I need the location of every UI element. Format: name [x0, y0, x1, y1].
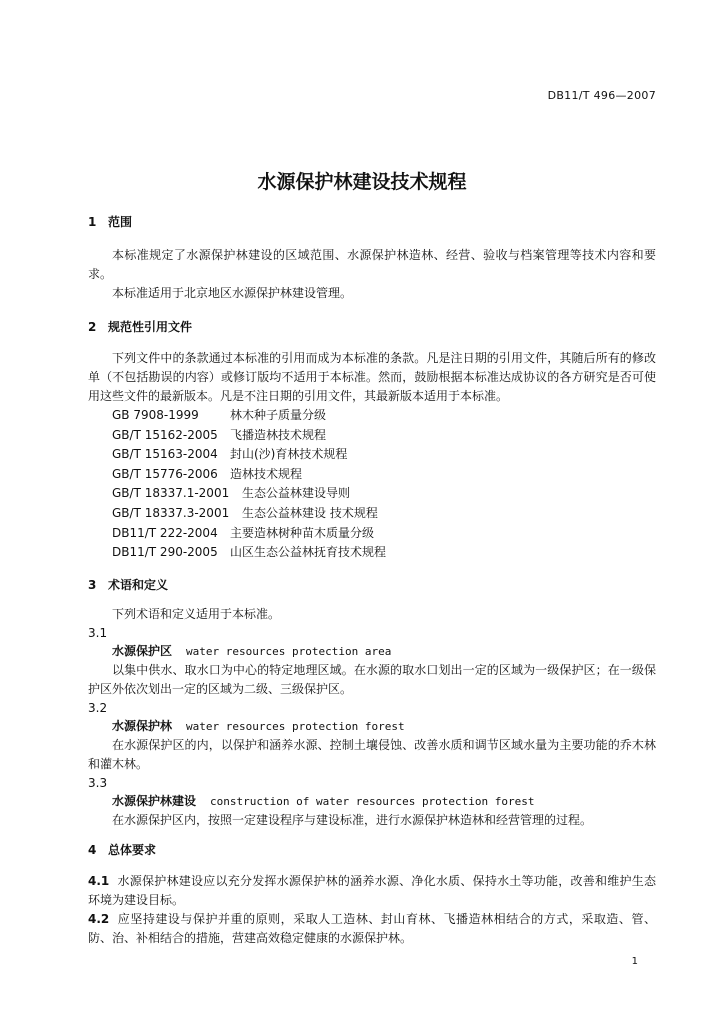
section-title: 术语和定义 — [108, 577, 169, 592]
scope-paragraph-2: 本标准适用于北京地区水源保护林建设管理。 — [112, 286, 353, 300]
term-number: 3.3 — [88, 775, 108, 790]
term-chinese: 水源保护林 — [112, 718, 173, 733]
reference-item — [88, 426, 656, 446]
document-body — [88, 214, 656, 948]
term-entry — [88, 624, 656, 699]
reference-name: 造林技术规程 — [230, 466, 303, 481]
requirement-text: 应坚持建设与保护并重的原则，采取人工造林、封山育林、飞播造林相结合的方式，采取造、管、防、治、补相结合的措施，营建高效稳定健康的水源保护林。 — [88, 911, 656, 945]
reference-name: 生态公益林建设导则 — [242, 486, 351, 501]
reference-code: GB/T 15776-2006 — [112, 466, 218, 481]
document-title: 水源保护林建设技术规程 — [257, 171, 467, 193]
reference-name: 主要造林树种苗木质量分级 — [230, 525, 375, 540]
section-4-heading — [88, 842, 656, 858]
section-title: 范围 — [108, 215, 133, 229]
section-number: 4 — [88, 842, 97, 857]
reference-code: GB/T 18337.1-2001 — [112, 486, 230, 501]
reference-item — [88, 406, 656, 426]
term-definition: 以集中供水、取水口为中心的特定地理区域。在水源的取水口划出一定的区域为一级保护区；在一级保护区外依次划出一定的区域为二级、三级保护区。 — [88, 662, 656, 696]
reference-code: GB/T 18337.3-2001 — [112, 505, 230, 520]
scope-paragraph-1: 本标准规定了水源保护林建设的区域范围、水源保护林造林、经营、验收与档案管理等技术内容和要求。 — [88, 248, 656, 281]
reference-code: GB/T 15162-2005 — [112, 427, 218, 442]
reference-item — [88, 465, 656, 485]
terms-intro: 下列术语和定义适用于本标准。 — [112, 606, 281, 621]
reference-code: GB 7908-1999 — [112, 408, 199, 422]
term-heading — [88, 642, 656, 661]
references-paragraph: 下列文件中的条款通过本标准的引用而成为本标准的条款。凡是注日期的引用文件，其随后所有的修改单（不包括勘误的内容）或修订版均不适用于本标准。然而，鼓励根据本标准达成协议的各方研究是否可使用这些文件的最新版本。凡是不注日期的引用文件，其最新版本适用于本标准。 — [88, 351, 656, 403]
term-chinese: 水源保护林建设 — [112, 793, 197, 808]
section-1-heading — [88, 214, 656, 230]
page-number: 1 — [631, 956, 638, 967]
reference-code: GB/T 15163-2004 — [112, 447, 218, 462]
term-english: water resources protection forest — [186, 719, 405, 733]
reference-name: 生态公益林建设 技术规程 — [242, 505, 378, 520]
reference-name: 林木种子质量分级 — [230, 408, 327, 422]
reference-item — [88, 445, 656, 465]
reference-item — [88, 543, 656, 563]
section-title: 总体要求 — [108, 842, 157, 857]
requirement-text: 水源保护林建设应以充分发挥水源保护林的涵养水源、净化水质、保持水土等功能，改善和维护生态环境为建设目标。 — [88, 873, 656, 907]
section-3-heading — [88, 577, 656, 593]
term-definition: 在水源保护区内，按照一定建设程序与建设标准，进行水源保护林造林和经营管理的过程。 — [112, 812, 593, 827]
section-number: 2 — [88, 320, 97, 334]
requirement-number: 4.2 — [88, 911, 110, 926]
term-number: 3.2 — [88, 700, 108, 715]
section-number: 1 — [88, 215, 97, 229]
section-2-heading — [88, 319, 656, 335]
reference-code: DB11/T 290-2005 — [112, 545, 218, 560]
term-heading — [88, 717, 656, 736]
term-definition: 在水源保护区的内，以保护和涵养水源、控制土壤侵蚀、改善水质和调节区域水量为主要功能的乔木林和灌木林。 — [88, 737, 656, 771]
standard-code: DB11/T 496—2007 — [547, 89, 656, 102]
reference-name: 山区生态公益林抚育技术规程 — [230, 545, 387, 560]
reference-name: 封山(沙)育林技术规程 — [230, 447, 348, 462]
reference-name: 飞播造林技术规程 — [230, 427, 327, 442]
reference-item — [88, 484, 656, 504]
term-chinese: 水源保护区 — [112, 643, 173, 658]
requirement-item — [88, 872, 656, 910]
reference-code: DB11/T 222-2004 — [112, 525, 218, 540]
reference-item — [88, 524, 656, 544]
section-number: 3 — [88, 577, 97, 592]
section-title: 规范性引用文件 — [108, 320, 193, 334]
term-english: construction of water resources protection forest — [210, 794, 535, 808]
term-number: 3.1 — [88, 625, 108, 640]
term-entry — [88, 699, 656, 774]
term-entry — [88, 774, 656, 830]
term-heading — [88, 792, 656, 811]
reference-list — [88, 406, 656, 563]
term-english: water resources protection area — [186, 644, 392, 658]
requirement-number: 4.1 — [88, 873, 110, 888]
reference-item — [88, 504, 656, 524]
requirement-item — [88, 910, 656, 948]
